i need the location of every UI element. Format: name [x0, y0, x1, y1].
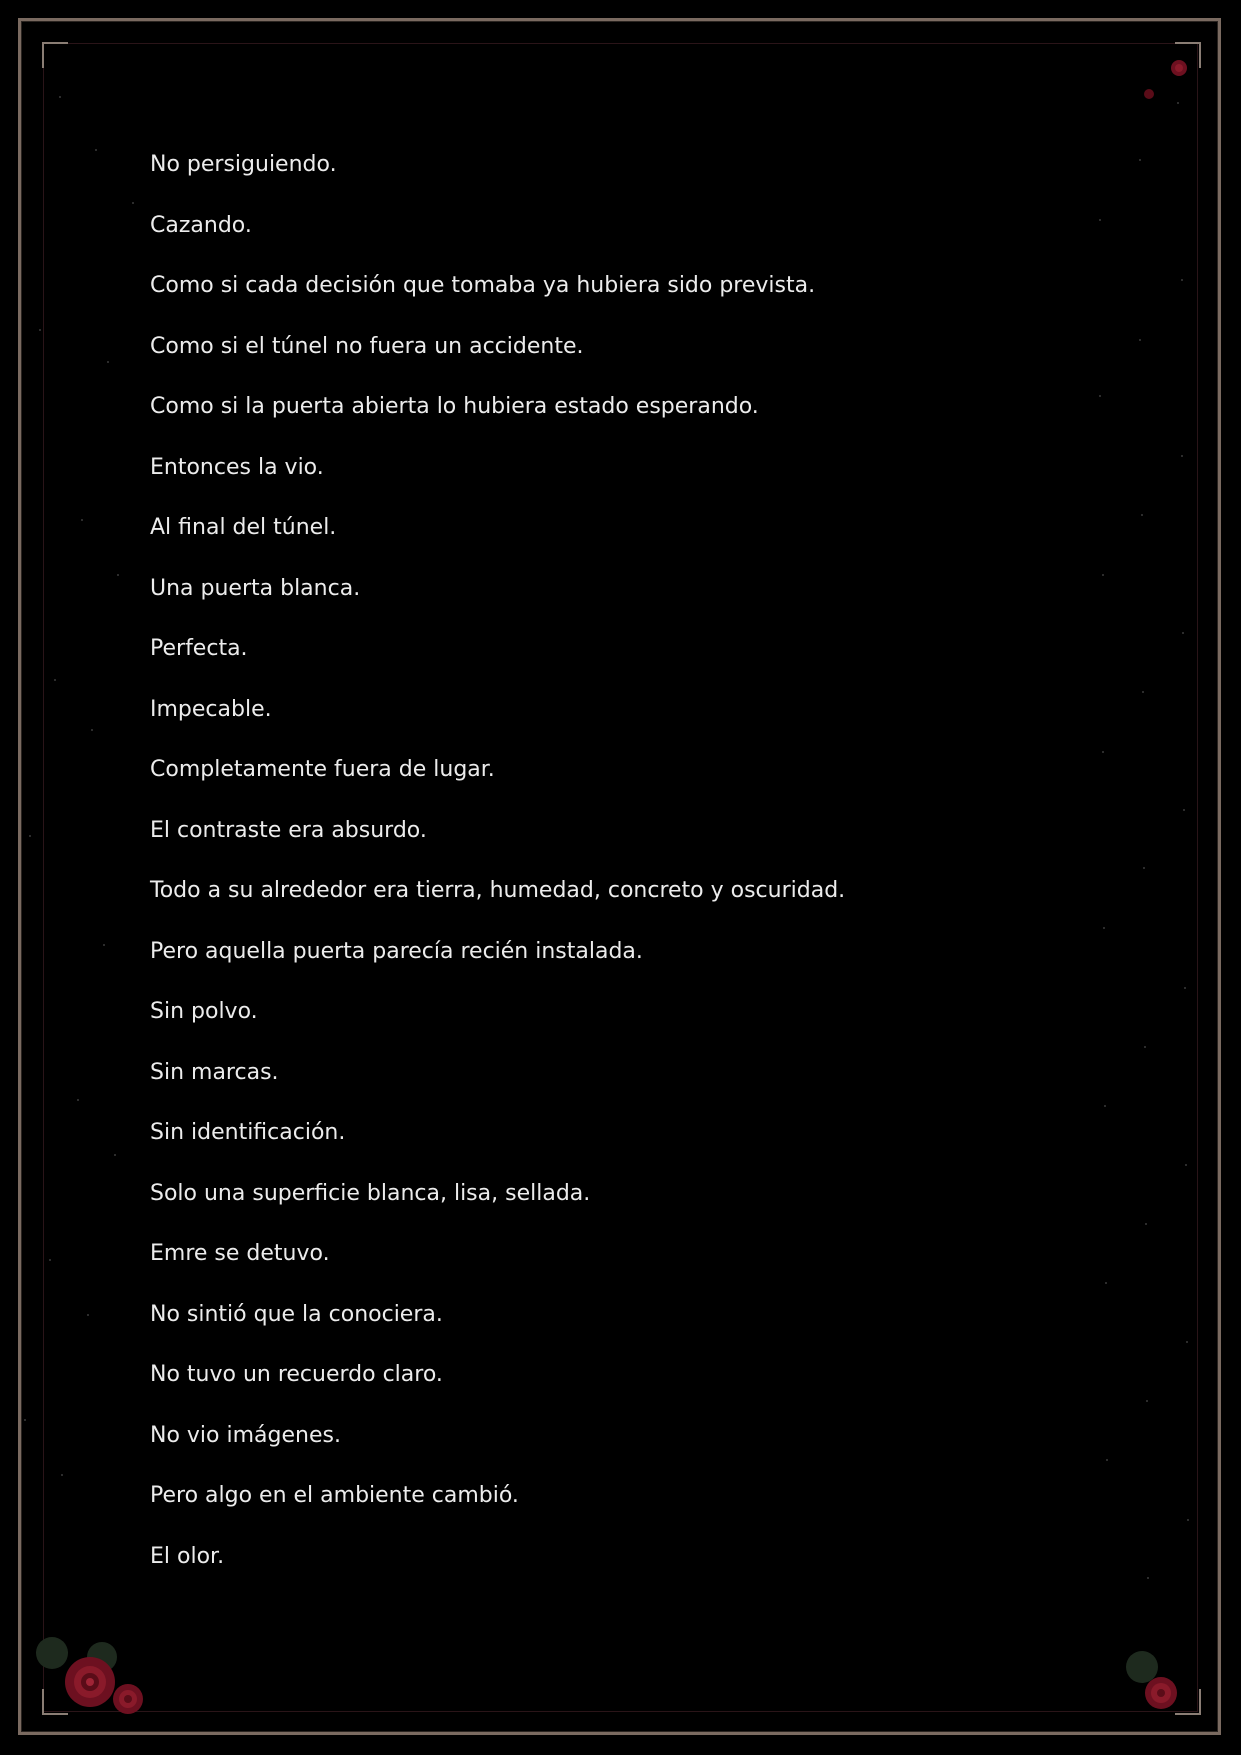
corner-ornament-bottom-right	[1175, 1689, 1201, 1715]
paragraph: Impecable.	[150, 696, 272, 722]
paragraph: Cazando.	[150, 212, 252, 238]
paragraph: Sin polvo.	[150, 999, 258, 1024]
paragraph: Al final del túnel.	[150, 515, 337, 540]
corner-ornament-top-right	[1175, 42, 1201, 68]
paragraph: Completamente fuera de lugar.	[150, 757, 495, 782]
paragraph: Una puerta blanca.	[150, 575, 361, 601]
paragraph: Solo una superficie blanca, lisa, sellada.	[150, 1180, 591, 1206]
paragraph: Sin identificación.	[150, 1120, 346, 1145]
paragraph: Pero aquella puerta parecía recién instalada.	[150, 938, 643, 964]
paragraph: El contraste era absurdo.	[150, 817, 427, 843]
paragraph: Como si cada decisión que tomaba ya hubiera sido prevista.	[150, 273, 816, 298]
paragraph: No persiguiendo.	[150, 152, 337, 177]
paragraph: Perfecta.	[150, 636, 248, 661]
paragraph: El olor.	[150, 1543, 225, 1569]
paragraph: No tuvo un recuerdo claro.	[150, 1362, 443, 1387]
paragraph: Como si la puerta abierta lo hubiera estado esperando.	[150, 394, 759, 419]
paragraph: Todo a su alrededor era tierra, humedad, concreto y oscuridad.	[150, 878, 846, 903]
paragraph: Pero algo en el ambiente cambió.	[150, 1483, 519, 1508]
paragraph: Sin marcas.	[150, 1059, 279, 1085]
paragraph: No sintió que la conociera.	[150, 1301, 443, 1327]
paragraph: Entonces la vio.	[150, 454, 324, 480]
corner-ornament-bottom-left	[42, 1689, 68, 1715]
corner-ornament-top-left	[42, 42, 68, 68]
paragraph: Emre se detuvo.	[150, 1241, 330, 1266]
paragraph: Como si el túnel no fuera un accidente.	[150, 333, 584, 359]
paragraph: No vio imágenes.	[150, 1422, 341, 1448]
story-text	[150, 147, 1100, 1599]
